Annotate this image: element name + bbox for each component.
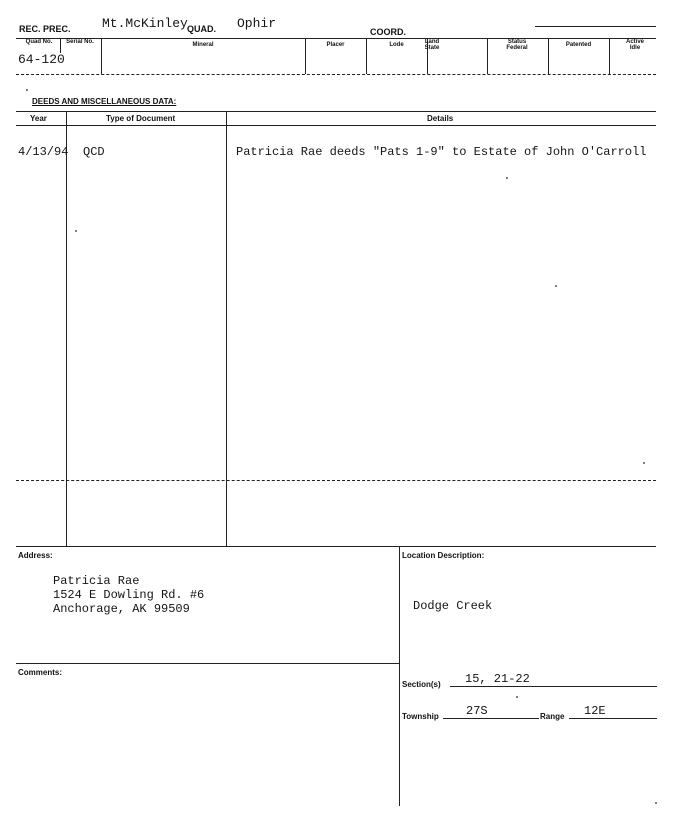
sections-label: Section(s): [402, 680, 441, 689]
deeds-dashed-rule: [16, 480, 656, 481]
range-value: 12E: [584, 704, 606, 718]
comments-label: Comments:: [18, 668, 63, 677]
sections-value: 15, 21-22: [465, 672, 530, 686]
bottom-divider: [399, 546, 400, 806]
hdr-div-1: [60, 38, 61, 53]
range-label: Range: [540, 712, 565, 721]
deed-details: Patricia Rae deeds "Pats 1-9" to Estate of John O'Carroll: [236, 145, 647, 159]
deeds-title: DEEDS AND MISCELLANEOUS DATA:: [32, 97, 177, 106]
col-lode: Lode: [389, 42, 404, 48]
township-value: 27S: [466, 704, 488, 718]
speck: [655, 802, 657, 804]
township-label: Township: [402, 712, 439, 721]
col-active-idle: Active Idle: [625, 39, 644, 51]
deed-type: QCD: [83, 145, 105, 159]
quad-label: QUAD.: [187, 24, 216, 34]
rec-prec-label: REC. PREC.: [19, 24, 71, 34]
col-placer: Placer: [326, 42, 345, 48]
col-type: Type of Document: [106, 114, 176, 123]
address-label: Address:: [18, 551, 53, 560]
col-status-federal: Status Federal: [506, 39, 528, 51]
col-details: Details: [427, 114, 454, 123]
quad-no-value: 64-120: [18, 52, 65, 67]
col-year: Year: [30, 114, 47, 123]
address-line-2: 1524 E Dowling Rd. #6: [53, 588, 205, 602]
col-serial-no: Serial No.: [66, 39, 94, 45]
speck: [516, 696, 518, 698]
location-value: Dodge Creek: [413, 599, 493, 613]
col-patented: Patented: [565, 42, 592, 48]
quad-value: Ophir: [237, 16, 277, 31]
hdr-div-8: [609, 38, 610, 74]
address-line-1: Patricia Rae: [53, 574, 140, 588]
deeds-header-rule: [16, 125, 656, 126]
header-bottom-dashed: [16, 74, 656, 75]
header-rule-right: [535, 26, 656, 27]
address-line-3: Anchorage, AK 99509: [53, 602, 190, 616]
location-label: Location Description:: [402, 551, 485, 560]
range-underline: [569, 718, 657, 719]
deeds-top-rule: [16, 111, 656, 112]
col-mineral: Mineral: [192, 42, 214, 48]
speck: [75, 230, 77, 232]
speck: [506, 177, 508, 179]
speck: [555, 285, 557, 287]
deeds-div-2: [226, 111, 227, 547]
col-land-status-state: Land State: [424, 39, 440, 51]
deeds-div-1: [66, 111, 67, 547]
coord-label: COORD.: [370, 27, 406, 37]
speck: [26, 89, 28, 91]
township-underline: [443, 718, 539, 719]
address-bottom-rule: [16, 663, 399, 664]
rec-prec-value: Mt.McKinley: [102, 16, 188, 31]
sections-underline: [450, 686, 657, 687]
speck: [643, 462, 645, 464]
hdr-div-6: [487, 38, 488, 74]
deed-year: 4/13/94: [18, 145, 69, 159]
header-top-rule: [16, 38, 656, 39]
col-quad-no: Quad No.: [25, 39, 53, 45]
deeds-bottom-rule: [16, 546, 656, 547]
